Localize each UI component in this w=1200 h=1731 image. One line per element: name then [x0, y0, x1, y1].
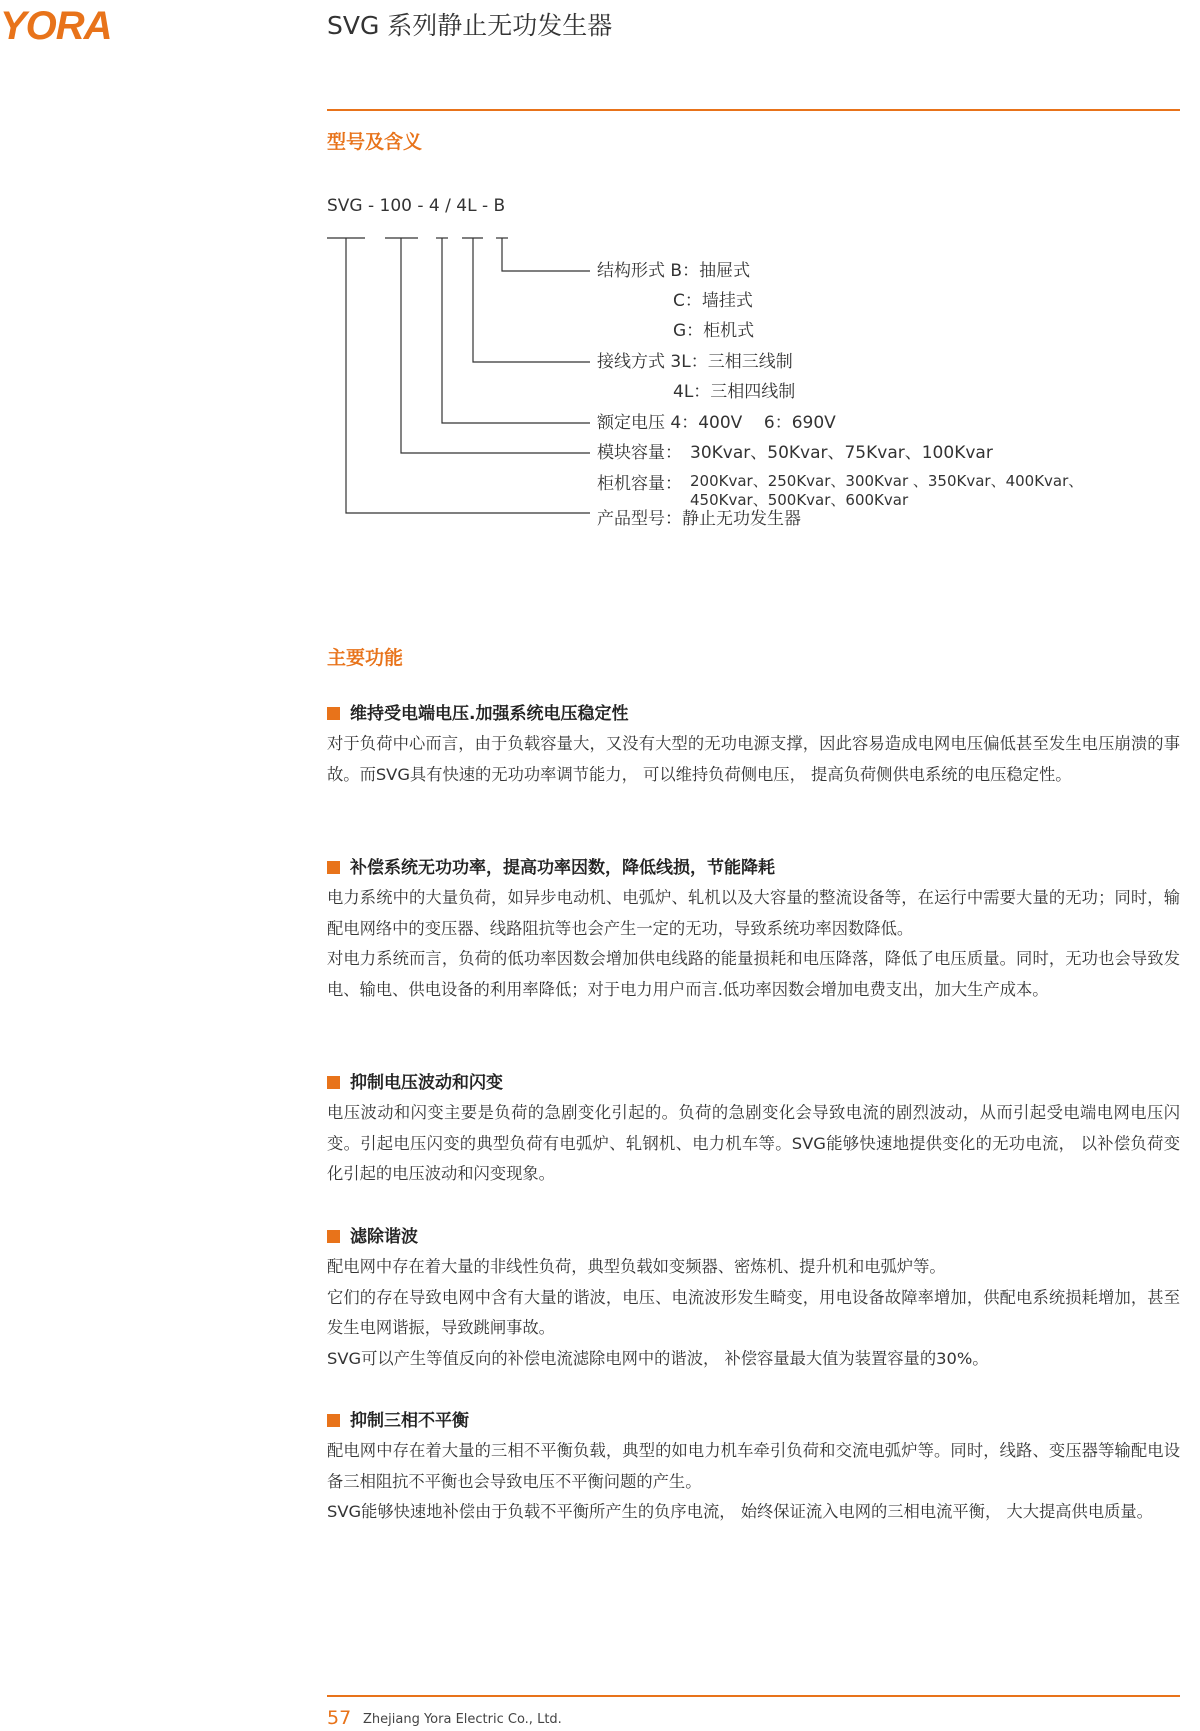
function-paragraph: 电力系统中的大量负荷，如异步电动机、电弧炉、轧机以及大容量的整流设备等，在运行中需要大量的无功；同时，输配电网络中的变压器、线路阻抗等也会产生一定的无功，导致系统功率因数降低。: [327, 888, 1180, 938]
function-heading: 抑制三相不平衡: [350, 1411, 469, 1431]
function-block-three-phase-unbalance: [327, 1406, 1180, 1528]
rated-voltage: 额定电压 4：400V 6：690V: [597, 413, 836, 433]
functions-section-title: 主要功能: [327, 647, 404, 669]
function-paragraph: 它们的存在导致电网中含有大量的谐波，电压、电流波形发生畸变，用电设备故障率增加，供配电系统损耗增加，甚至发生电网谐振，导致跳闸事故。: [327, 1287, 1180, 1337]
function-block-flicker: [327, 1068, 1180, 1190]
bullet-square-icon: [327, 1076, 340, 1089]
cabinet-capacity-values-1: 200Kvar、250Kvar、300Kvar 、350Kvar、400Kvar、: [690, 472, 1084, 490]
wiring-mode-3l: 接线方式 3L：三相三线制: [597, 352, 793, 372]
function-block-harmonics: [327, 1222, 1180, 1374]
bullet-square-icon: [327, 1230, 340, 1243]
function-heading: 补偿系统无功功率，提高功率因数，降低线损，节能降耗: [350, 858, 775, 878]
bullet-square-icon: [327, 861, 340, 874]
module-capacity-values: 30Kvar、50Kvar、75Kvar、100Kvar: [690, 443, 993, 463]
structure-form-b: 结构形式 B：抽屉式: [597, 261, 751, 281]
product-model: 产品型号：静止无功发生器: [597, 509, 801, 529]
bullet-square-icon: [327, 707, 340, 720]
function-paragraph: 电压波动和闪变主要是负荷的急剧变化引起的。负荷的急剧变化会导致电流的剧烈波动，从而引起受电端电网电压闪变。引起电压闪变的典型负荷有电弧炉、轧钢机、电力机车等。SVG能够快速地提供变化的无功电流， 以补偿负荷变化引起的电压波动和闪变现象。: [327, 1103, 1180, 1183]
model-code: SVG - 100 - 4 / 4L - B: [327, 196, 506, 216]
function-paragraph: 配电网中存在着大量的三相不平衡负载，典型的如电力机车牵引负荷和交流电弧炉等。同时，线路、变压器等输配电设备三相阻抗不平衡也会导致电压不平衡问题的产生。: [327, 1441, 1180, 1491]
function-paragraph: 配电网中存在着大量的非线性负荷，典型负载如变频器、密炼机、提升机和电弧炉等。: [327, 1257, 946, 1276]
function-block-voltage-stability: [327, 699, 1180, 790]
footer-divider: [327, 1695, 1180, 1697]
structure-form-c: C：墙挂式: [673, 291, 753, 311]
function-paragraph: 对电力系统而言，负荷的低功率因数会增加供电线路的能量损耗和电压降落，降低了电压质量。同时，无功也会导致发电、输电、供电设备的利用率降低；对于电力用户而言.低功率因数会增加电费支出，加大生产成本。: [327, 949, 1180, 999]
function-block-reactive-compensation: [327, 853, 1180, 1005]
wiring-mode-4l: 4L：三相四线制: [673, 382, 796, 402]
structure-form-g: G：柜机式: [673, 321, 755, 341]
cabinet-capacity-values-2: 450Kvar、500Kvar、600Kvar: [690, 491, 909, 509]
function-paragraph: 对于负荷中心而言，由于负载容量大，又没有大型的无功电源支撑，因此容易造成电网电压偏低甚至发生电压崩溃的事故。而SVG具有快速的无功功率调节能力， 可以维持负荷侧电压， 提高负荷侧供电系统的电压稳定性。: [327, 734, 1180, 784]
function-heading: 滤除谐波: [350, 1227, 418, 1247]
function-heading: 维持受电端电压.加强系统电压稳定性: [350, 704, 629, 724]
function-paragraph: SVG能够快速地补偿由于负载不平衡所产生的负序电流， 始终保证流入电网的三相电流平衡， 大大提高供电质量。: [327, 1502, 1153, 1521]
bullet-square-icon: [327, 1414, 340, 1427]
footer-company-name: Zhejiang Yora Electric Co., Ltd.: [363, 1712, 562, 1727]
page-number: 57: [327, 1707, 352, 1729]
page-header-title: SVG 系列静止无功发生器: [327, 11, 613, 40]
cabinet-capacity-label: 柜机容量：: [597, 474, 682, 494]
model-section-title: 型号及含义: [327, 131, 423, 153]
function-paragraph: SVG可以产生等值反向的补偿电流滤除电网中的谐波， 补偿容量最大值为装置容量的30%。: [327, 1348, 989, 1368]
module-capacity-label: 模块容量：: [597, 443, 682, 463]
brand-logo: YORA: [0, 4, 112, 48]
function-heading: 抑制电压波动和闪变: [350, 1073, 503, 1093]
